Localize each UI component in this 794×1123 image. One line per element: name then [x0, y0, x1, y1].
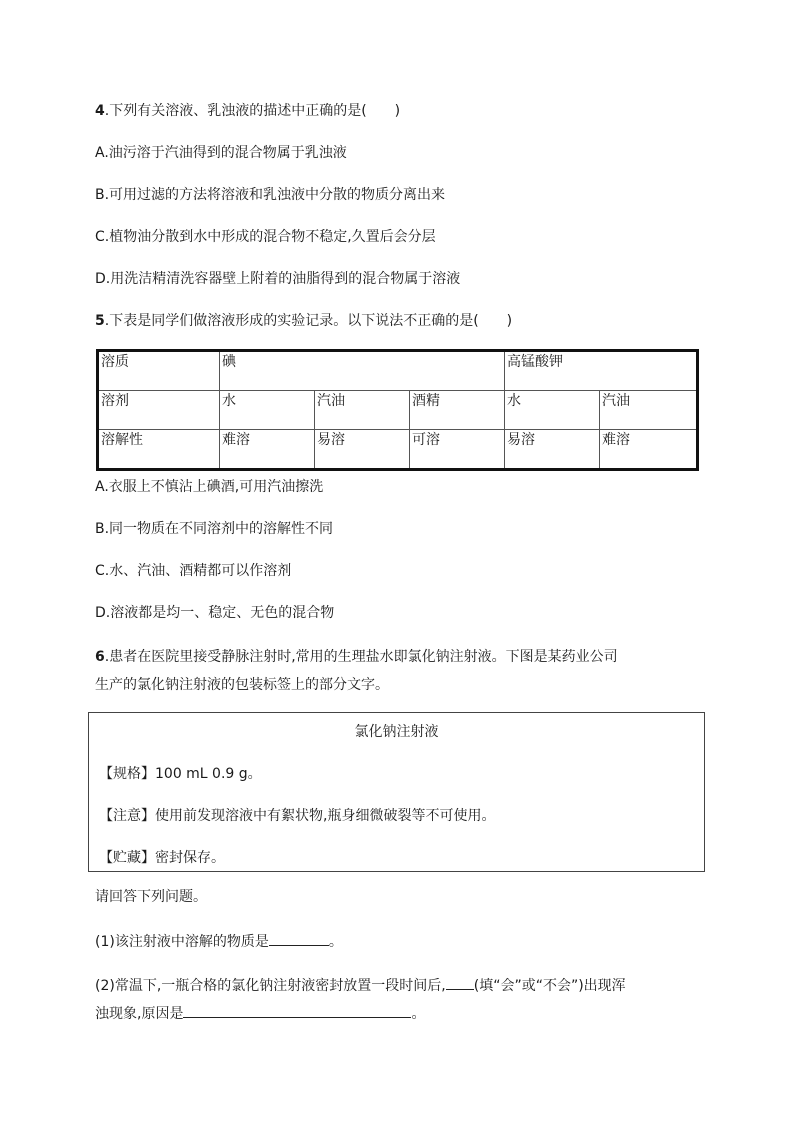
solvent-cell: 汽油 — [315, 391, 410, 430]
solvent-cell: 水 — [505, 391, 600, 430]
q5-option-d: D.溶液都是均一、稳定、无色的混合物 — [95, 605, 335, 621]
row-label-solubility: 溶解性 — [98, 430, 220, 470]
label-spec: 【规格】100 mL 0.9 g。 — [99, 766, 262, 782]
solvent-cell: 汽油 — [600, 391, 698, 430]
q6-stem-line1 — [95, 647, 618, 667]
q6-stem-text: .患者在医院里接受静脉注射时,常用的生理盐水即氯化钠注射液。下图是某药业公司 — [104, 649, 618, 665]
q6-number: 6 — [95, 649, 105, 665]
q6-sub2-line1 — [95, 975, 626, 996]
q4-option-c: C.植物油分散到水中形成的混合物不稳定,久置后会分层 — [95, 229, 436, 245]
q6-sub1 — [95, 931, 343, 952]
solvent-cell: 水 — [220, 391, 315, 430]
solubility-cell: 易溶 — [315, 430, 410, 470]
injection-label-box — [88, 712, 705, 872]
solubility-cell: 难溶 — [600, 430, 698, 470]
label-note: 【注意】使用前发现溶液中有絮状物,瓶身细微破裂等不可使用。 — [99, 808, 496, 824]
row-label-solvent: 溶剂 — [98, 391, 220, 430]
q5-option-c: C.水、汽油、酒精都可以作溶剂 — [95, 563, 292, 579]
table-row — [98, 351, 698, 391]
table-row — [98, 391, 698, 430]
q5-number: 5 — [95, 313, 105, 329]
q5-stem-text: .下表是同学们做溶液形成的实验记录。以下说法不正确的是( ) — [104, 313, 513, 329]
q6-stem-line2: 生产的氯化钠注射液的包装标签上的部分文字。 — [95, 677, 389, 693]
solubility-cell: 难溶 — [220, 430, 315, 470]
sub2-line2-text: 浊现象,原因是 — [95, 1006, 184, 1022]
q4-option-d: D.用洗洁精清洗容器壁上附着的油脂得到的混合物属于溶液 — [95, 271, 461, 287]
label-storage: 【贮藏】密封保存。 — [99, 850, 225, 866]
sub1-text: (1)该注射液中溶解的物质是 — [95, 934, 269, 950]
q6-sub2-line2 — [95, 1003, 425, 1024]
q5-stem — [95, 311, 512, 331]
q4-option-b: B.可用过滤的方法将溶液和乳浊液中分散的物质分离出来 — [95, 187, 446, 203]
label-title: 氯化钠注射液 — [354, 724, 439, 740]
q4-number: 4 — [95, 103, 105, 119]
solvent-cell: 酒精 — [410, 391, 505, 430]
solute-kmno4: 高锰酸钾 — [505, 351, 698, 391]
q4-stem — [95, 101, 400, 121]
sub1-end: 。 — [328, 934, 343, 950]
row-label-solute: 溶质 — [98, 351, 220, 391]
q4-stem-text: .下列有关溶液、乳浊液的描述中正确的是( ) — [104, 103, 401, 119]
sub2-end: 。 — [411, 1006, 426, 1022]
sub2-text-b: (填“会”或“不会”)出现浑 — [473, 978, 626, 994]
q4-option-a: A.油污溶于汽油得到的混合物属于乳浊液 — [95, 145, 347, 161]
solubility-cell: 可溶 — [410, 430, 505, 470]
table-row — [98, 430, 698, 470]
sub2-text-a: (2)常温下,一瓶合格的氯化钠注射液密封放置一段时间后, — [95, 978, 446, 994]
solubility-table — [96, 349, 699, 471]
answer-blank-3[interactable] — [183, 1003, 411, 1018]
solute-iodine: 碘 — [220, 351, 505, 391]
answer-blank-2[interactable] — [446, 975, 474, 990]
q5-option-b: B.同一物质在不同溶剂中的溶解性不同 — [95, 521, 334, 537]
answer-blank-1[interactable] — [269, 931, 329, 946]
q6-prompt: 请回答下列问题。 — [95, 889, 207, 905]
q5-option-a: A.衣服上不慎沾上碘酒,可用汽油擦洗 — [95, 479, 324, 495]
solubility-cell: 易溶 — [505, 430, 600, 470]
